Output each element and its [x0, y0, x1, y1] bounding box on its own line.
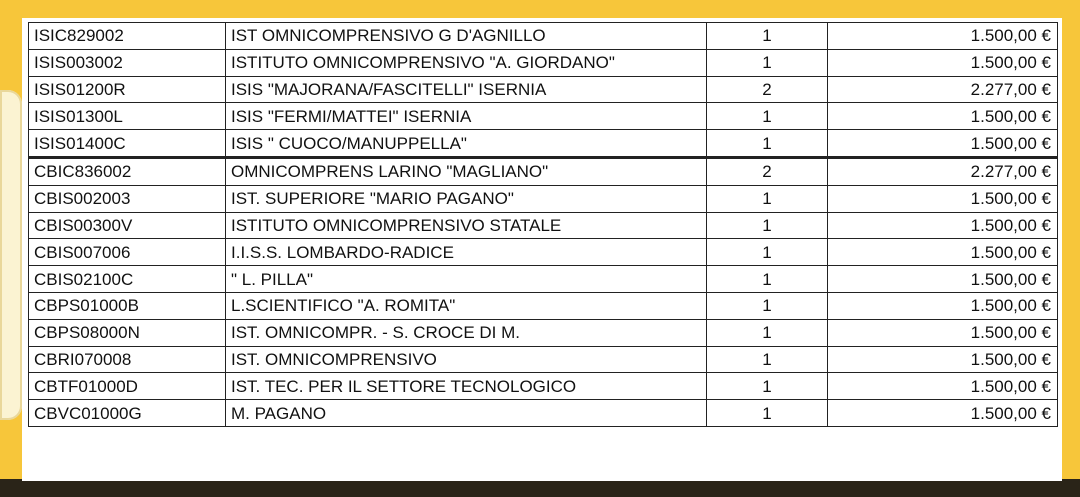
amount-cell: 2.277,00 € — [828, 157, 1058, 185]
amount-cell: 1.500,00 € — [828, 292, 1058, 319]
school-name-cell: IST. SUPERIORE "MARIO PAGANO" — [226, 185, 707, 212]
table-row — [29, 292, 1058, 319]
amount-cell: 1.500,00 € — [828, 23, 1058, 50]
school-code-cell: CBIS002003 — [29, 185, 226, 212]
left-side-panel — [0, 90, 22, 420]
school-name-cell: IST OMNICOMPRENSIVO G D'AGNILLO — [226, 23, 707, 50]
school-code-cell: CBPS08000N — [29, 319, 226, 346]
table-row — [29, 266, 1058, 293]
school-code-cell: ISIC829002 — [29, 23, 226, 50]
amount-cell: 1.500,00 € — [828, 400, 1058, 427]
table-row — [29, 373, 1058, 400]
table-row — [29, 23, 1058, 50]
school-name-cell: L.SCIENTIFICO "A. ROMITA" — [226, 292, 707, 319]
table-row — [29, 76, 1058, 103]
amount-cell: 1.500,00 € — [828, 239, 1058, 266]
school-code-cell: ISIS003002 — [29, 49, 226, 76]
table-row — [29, 346, 1058, 373]
amount-cell: 1.500,00 € — [828, 319, 1058, 346]
school-code-cell: ISIS01400C — [29, 130, 226, 158]
quantity-cell: 1 — [707, 212, 828, 239]
school-code-cell: ISIS01200R — [29, 76, 226, 103]
school-code-cell: CBIS02100C — [29, 266, 226, 293]
school-name-cell: IST. OMNICOMPRENSIVO — [226, 346, 707, 373]
school-name-cell: ISTITUTO OMNICOMPRENSIVO "A. GIORDANO" — [226, 49, 707, 76]
school-name-cell: ISIS "FERMI/MATTEI" ISERNIA — [226, 103, 707, 130]
school-name-cell: M. PAGANO — [226, 400, 707, 427]
school-name-cell: IST. OMNICOMPR. - S. CROCE DI M. — [226, 319, 707, 346]
schools-funding-table — [28, 22, 1058, 427]
bottom-dark-strip — [0, 479, 1080, 497]
quantity-cell: 1 — [707, 103, 828, 130]
amount-cell: 1.500,00 € — [828, 212, 1058, 239]
quantity-cell: 1 — [707, 346, 828, 373]
quantity-cell: 1 — [707, 23, 828, 50]
school-code-cell: CBVC01000G — [29, 400, 226, 427]
amount-cell: 1.500,00 € — [828, 346, 1058, 373]
quantity-cell: 1 — [707, 292, 828, 319]
quantity-cell: 1 — [707, 319, 828, 346]
school-name-cell: ISIS " CUOCO/MANUPPELLA" — [226, 130, 707, 158]
school-code-cell: CBPS01000B — [29, 292, 226, 319]
school-name-cell: ISIS "MAJORANA/FASCITELLI" ISERNIA — [226, 76, 707, 103]
quantity-cell: 1 — [707, 185, 828, 212]
quantity-cell: 1 — [707, 373, 828, 400]
school-name-cell: " L. PILLA" — [226, 266, 707, 293]
quantity-cell: 1 — [707, 400, 828, 427]
quantity-cell: 1 — [707, 130, 828, 158]
quantity-cell: 1 — [707, 49, 828, 76]
quantity-cell: 2 — [707, 76, 828, 103]
quantity-cell: 1 — [707, 266, 828, 293]
amount-cell: 1.500,00 € — [828, 373, 1058, 400]
table-row — [29, 319, 1058, 346]
school-code-cell: CBRI070008 — [29, 346, 226, 373]
school-name-cell: IST. TEC. PER IL SETTORE TECNOLOGICO — [226, 373, 707, 400]
school-name-cell: ISTITUTO OMNICOMPRENSIVO STATALE — [226, 212, 707, 239]
amount-cell: 1.500,00 € — [828, 130, 1058, 158]
table-row — [29, 103, 1058, 130]
quantity-cell: 1 — [707, 239, 828, 266]
table-row — [29, 49, 1058, 76]
amount-cell: 2.277,00 € — [828, 76, 1058, 103]
school-code-cell: CBIS007006 — [29, 239, 226, 266]
school-code-cell: CBTF01000D — [29, 373, 226, 400]
school-code-cell: ISIS01300L — [29, 103, 226, 130]
table-row — [29, 185, 1058, 212]
quantity-cell: 2 — [707, 157, 828, 185]
school-name-cell: OMNICOMPRENS LARINO "MAGLIANO" — [226, 157, 707, 185]
table-row — [29, 157, 1058, 185]
table-row — [29, 400, 1058, 427]
table-row — [29, 239, 1058, 266]
table-row — [29, 212, 1058, 239]
amount-cell: 1.500,00 € — [828, 266, 1058, 293]
amount-cell: 1.500,00 € — [828, 185, 1058, 212]
school-code-cell: CBIS00300V — [29, 212, 226, 239]
school-name-cell: I.I.S.S. LOMBARDO-RADICE — [226, 239, 707, 266]
school-code-cell: CBIC836002 — [29, 157, 226, 185]
amount-cell: 1.500,00 € — [828, 49, 1058, 76]
amount-cell: 1.500,00 € — [828, 103, 1058, 130]
table-row — [29, 130, 1058, 158]
